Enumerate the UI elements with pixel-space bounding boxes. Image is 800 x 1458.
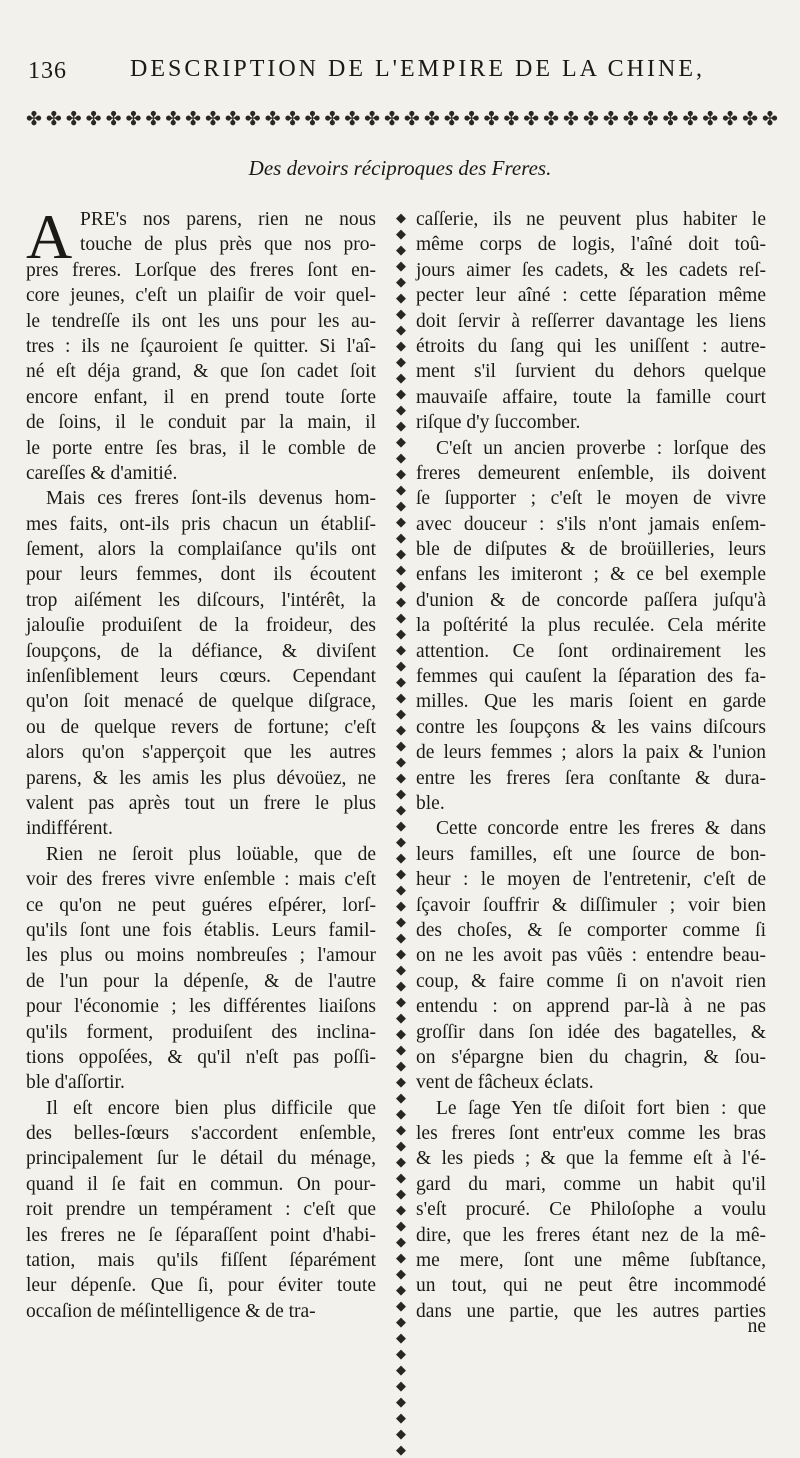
text-line: Rien ne ſeroit plus loüable, que de <box>46 843 376 865</box>
text-line: ſçavoir ſouffrir & diſſimuler ; voir bien <box>416 894 766 916</box>
rule-ornament-icon: ◆ <box>396 594 406 609</box>
fleuron-icon: ✤ <box>463 108 480 130</box>
rule-ornament-icon: ◆ <box>396 242 406 257</box>
text-line: Le ſage Yen tſe diſoit fort bien : que <box>436 1097 766 1119</box>
text-line: ble de diſputes & de broüilleries, leurs <box>416 539 766 561</box>
rule-ornament-icon: ◆ <box>396 226 406 241</box>
text-line: voir des freres vivre enſemble : mais c'eſt <box>26 869 376 891</box>
text-line: groſſir dans ſon idée des bagatelles, & <box>416 1021 766 1043</box>
text-line: ment s'il ſurvient du dehors quelque <box>416 361 766 383</box>
rule-ornament-icon: ◆ <box>396 498 406 513</box>
rule-ornament-icon: ◆ <box>396 1170 406 1185</box>
column-divider-ornament <box>391 210 411 1457</box>
text-line: un tout, qui ne peut être incommodé <box>416 1275 766 1297</box>
rule-ornament-icon: ◆ <box>396 1058 406 1073</box>
text-line: ble d'aſſortir. <box>26 1072 125 1094</box>
text-line: coup, & faire comme ſi on n'avoit rien <box>416 970 766 992</box>
fleuron-icon: ✤ <box>364 108 381 130</box>
fleuron-icon: ✤ <box>324 108 341 130</box>
fleuron-icon: ✤ <box>503 108 520 130</box>
fleuron-icon: ✤ <box>761 108 778 130</box>
fleuron-icon: ✤ <box>65 108 82 130</box>
text-line: on ne les avoit pas vûës : entendre beau- <box>416 945 766 967</box>
text-line: dire, que les freres étant nez de la mê- <box>416 1224 766 1246</box>
rule-ornament-icon: ◆ <box>396 1426 406 1441</box>
rule-ornament-icon: ◆ <box>396 866 406 881</box>
rule-ornament-icon: ◆ <box>396 610 406 625</box>
rule-ornament-icon: ◆ <box>396 770 406 785</box>
text-line: leur dépenſe. Que ſi, pour éviter toute <box>26 1275 376 1297</box>
rule-ornament-icon: ◆ <box>396 994 406 1009</box>
rule-ornament-icon: ◆ <box>396 738 406 753</box>
text-line: ble. <box>416 792 445 814</box>
rule-ornament-icon: ◆ <box>396 1074 406 1089</box>
rule-ornament-icon: ◆ <box>396 802 406 817</box>
rule-ornament-icon: ◆ <box>396 690 406 705</box>
text-line: ce qu'on ne peut guéres eſpérer, lorſ- <box>26 894 376 916</box>
text-line: Mais ces freres ſont-ils devenus hom- <box>46 488 376 510</box>
text-line: de leurs femmes ; alors la paix & l'union <box>416 742 766 764</box>
fleuron-icon: ✤ <box>443 108 460 130</box>
rule-ornament-icon: ◆ <box>396 370 406 385</box>
text-line: les plus ou moins nombreuſes ; l'amour <box>26 945 376 967</box>
text-line: le porte entre ſes bras, il le comble de <box>26 437 376 459</box>
text-line: enfans les imiteront ; & ce bel exemple <box>416 564 766 586</box>
text-line: vent de fâcheux éclats. <box>416 1072 594 1094</box>
rule-ornament-icon: ◆ <box>396 290 406 305</box>
rule-ornament-icon: ◆ <box>396 274 406 289</box>
rule-ornament-icon: ◆ <box>396 1442 406 1457</box>
rule-ornament-icon: ◆ <box>396 978 406 993</box>
fleuron-icon: ✤ <box>224 108 241 130</box>
fleuron-icon: ✤ <box>26 108 42 130</box>
text-line: Cette concorde entre les freres & dans <box>436 818 766 840</box>
text-line: gard du mari, comme un habit qu'il <box>416 1173 766 1195</box>
fleuron-icon: ✤ <box>145 108 162 130</box>
fleuron-icon: ✤ <box>702 108 719 130</box>
rule-ornament-icon: ◆ <box>396 530 406 545</box>
fleuron-icon: ✤ <box>85 108 102 130</box>
text-line: leurs familles, eſt une ſource de bon- <box>416 843 766 865</box>
fleuron-icon: ✤ <box>45 108 62 130</box>
text-line: on s'épargne bien du chagrin, & ſou- <box>416 1046 766 1068</box>
text-line: pour leurs femmes, dont ils écoutent <box>26 564 376 586</box>
text-line: trop aiſément les diſcours, l'intérêt, la <box>26 589 376 611</box>
text-line: ou de quelque revers de fortune; c'eſt <box>26 716 376 738</box>
left-column <box>26 201 376 1324</box>
rule-ornament-icon: ◆ <box>396 354 406 369</box>
rule-ornament-icon: ◆ <box>396 1090 406 1105</box>
text-line: inſenſiblement leurs cœurs. Cependant <box>26 666 376 688</box>
rule-ornament-icon: ◆ <box>396 706 406 721</box>
catchword: ne <box>747 1316 766 1337</box>
rule-ornament-icon: ◆ <box>396 1026 406 1041</box>
text-line: Il eſt encore bien plus difficile que <box>46 1097 376 1119</box>
text-line: & les pieds ; & que la femme eſt à l'é- <box>416 1148 766 1170</box>
fleuron-icon: ✤ <box>284 108 301 130</box>
text-line: quand il ſe fait en commun. On pour- <box>26 1173 376 1195</box>
text-line: C'eſt un ancien proverbe : lorſque des <box>436 437 766 459</box>
fleuron-icon: ✤ <box>742 108 758 130</box>
text-line: avec douceur : s'ils n'ont jamais enſem- <box>416 513 766 535</box>
fleuron-icon: ✤ <box>682 108 699 130</box>
rule-ornament-icon: ◆ <box>396 1330 406 1345</box>
rule-ornament-icon: ◆ <box>396 1314 406 1329</box>
rule-ornament-icon: ◆ <box>396 674 406 689</box>
rule-ornament-icon: ◆ <box>396 882 406 897</box>
text-line: encore enfant, il en prend toute ſorte <box>26 386 376 408</box>
text-line: la poſtérité la plus reculée. Cela mérite <box>416 615 766 637</box>
rule-ornament-icon: ◆ <box>396 642 406 657</box>
text-line: alors qu'on s'apperçoit que les autres <box>26 742 376 764</box>
rule-ornament-icon: ◆ <box>396 546 406 561</box>
text-line: qu'on ſoit menacé de quelque diſgrace, <box>26 691 376 713</box>
drop-cap: A <box>26 201 73 272</box>
text-line: tres : ils ne ſçauroient ſe quitter. Si l'aî- <box>26 335 376 357</box>
text-line: touche de plus près que nos pro- <box>80 234 376 256</box>
text-line: mauvaiſe affaire, toute la famille court <box>416 386 766 408</box>
text-line: PRE's nos parens, rien ne nous <box>80 209 376 230</box>
rule-ornament-icon: ◆ <box>396 434 406 449</box>
text-line: careſſes & d'amitié. <box>26 462 178 484</box>
fleuron-icon: ✤ <box>105 108 122 130</box>
rule-ornament-icon: ◆ <box>396 466 406 481</box>
rule-ornament-icon: ◆ <box>396 834 406 849</box>
text-line: heur : le moyen de l'entretenir, c'eſt de <box>416 869 766 891</box>
fleuron-icon: ✤ <box>662 108 679 130</box>
text-line: des belles-ſœurs s'accordent enſemble, <box>26 1123 376 1145</box>
text-line: pres freres. Lorſque des freres ſont en- <box>26 259 376 281</box>
fleuron-icon: ✤ <box>125 108 142 130</box>
fleuron-icon: ✤ <box>602 108 619 130</box>
rule-ornament-icon: ◆ <box>396 514 406 529</box>
rule-ornament-icon: ◆ <box>396 930 406 945</box>
text-line: d'union & de concorde paſſera juſqu'à <box>416 589 766 611</box>
rule-ornament-icon: ◆ <box>396 1378 406 1393</box>
running-head: DESCRIPTION DE L'EMPIRE DE LA CHINE, <box>130 56 705 82</box>
fleuron-icon: ✤ <box>563 108 579 130</box>
rule-ornament-icon: ◆ <box>396 946 406 961</box>
text-line: de l'un pour la dépenſe, & de l'autre <box>26 970 376 992</box>
text-line: ſoupçons, de la défiance, & diviſent <box>26 640 376 662</box>
text-line: des choſes, & ſe comporter comme ſi <box>416 919 766 941</box>
page-number: 136 <box>28 58 67 84</box>
rule-ornament-icon: ◆ <box>396 258 406 273</box>
rule-ornament-icon: ◆ <box>396 306 406 321</box>
rule-ornament-icon: ◆ <box>396 418 406 433</box>
section-title: Des devoirs réciproques des Freres. <box>248 156 552 180</box>
fleuron-icon: ✤ <box>523 108 540 130</box>
rule-ornament-icon: ◆ <box>396 1394 406 1409</box>
fleuron-icon: ✤ <box>582 108 599 130</box>
rule-ornament-icon: ◆ <box>396 1362 406 1377</box>
rule-ornament-icon: ◆ <box>396 754 406 769</box>
text-line: les freres ne ſe ſéparaſſent point d'habi- <box>26 1224 376 1246</box>
rule-ornament-icon: ◆ <box>396 1202 406 1217</box>
rule-ornament-icon: ◆ <box>396 1234 406 1249</box>
rule-ornament-icon: ◆ <box>396 1154 406 1169</box>
fleuron-icon: ✤ <box>642 108 659 130</box>
rule-ornament-icon: ◆ <box>396 578 406 593</box>
text-line: ſement, alors la complaiſance qu'ils ont <box>26 539 376 561</box>
text-line: occaſion de méſintelligence & de tra- <box>26 1300 316 1322</box>
text-line: né eſt déja grand, & que ſon cadet ſoit <box>26 361 376 383</box>
text-line: qu'ils forment, produiſent des inclina- <box>26 1021 376 1043</box>
text-line: ſe ſupporter ; c'eſt le moyen de vivre <box>416 488 766 510</box>
rule-ornament-icon: ◆ <box>396 1282 406 1297</box>
text-line: pour l'économie ; les différentes liaiſons <box>26 996 376 1018</box>
fleuron-icon: ✤ <box>483 108 500 130</box>
fleuron-icon: ✤ <box>344 108 361 130</box>
rule-ornament-icon: ◆ <box>396 1042 406 1057</box>
fleuron-icon: ✤ <box>384 108 400 130</box>
rule-ornament-icon: ◆ <box>396 850 406 865</box>
rule-ornament-icon: ◆ <box>396 722 406 737</box>
text-line: principalement ſur le détail du ménage, <box>26 1148 376 1170</box>
rule-ornament-icon: ◆ <box>396 1010 406 1025</box>
fleuron-icon: ✤ <box>205 108 221 130</box>
text-line: core jeunes, c'eſt un plaiſir de voir quel- <box>26 285 376 307</box>
rule-ornament-icon: ◆ <box>396 1250 406 1265</box>
text-line: dans une partie, que les autres parties <box>416 1300 766 1322</box>
rule-ornament-icon: ◆ <box>396 450 406 465</box>
text-line: jalouſie produiſent de la froideur, des <box>26 615 376 637</box>
text-line: contre les ſoupçons & les vains diſcours <box>416 716 766 738</box>
rule-ornament-icon: ◆ <box>396 898 406 913</box>
rule-ornament-icon: ◆ <box>396 658 406 673</box>
fleuron-icon: ✤ <box>244 108 261 130</box>
text-line: de ſoins, il le conduit par la main, il <box>26 412 376 434</box>
text-line: freres demeurent enſemble, ils doivent <box>416 462 766 484</box>
rule-ornament-icon: ◆ <box>396 338 406 353</box>
rule-ornament-icon: ◆ <box>396 482 406 497</box>
rule-ornament-icon: ◆ <box>396 322 406 337</box>
text-line: entre les freres ſera conſtante & dura- <box>416 767 766 789</box>
rule-ornament-icon: ◆ <box>396 1298 406 1313</box>
text-line: valent pas après tout un frere le plus <box>26 792 376 814</box>
text-line: mes faits, ont-ils pris chacun un établiſ- <box>26 513 376 535</box>
fleuron-icon: ✤ <box>264 108 281 130</box>
fleuron-icon: ✤ <box>304 108 321 130</box>
rule-ornament-icon: ◆ <box>396 914 406 929</box>
fleuron-icon: ✤ <box>403 108 420 130</box>
rule-ornament-icon: ◆ <box>396 962 406 977</box>
text-line: indifférent. <box>26 818 113 840</box>
text-line: femmes qui cauſent la ſéparation des fa- <box>416 666 766 688</box>
rule-ornament-icon: ◆ <box>396 626 406 641</box>
text-line: doit ſervir à reſſerrer davantage les liens <box>416 310 766 332</box>
rule-ornament-icon: ◆ <box>396 1410 406 1425</box>
rule-ornament-icon: ◆ <box>396 818 406 833</box>
fleuron-icon: ✤ <box>165 108 182 130</box>
fleuron-icon: ✤ <box>185 108 202 130</box>
text-line: étroits du ſang qui les uniſſent : autre- <box>416 335 766 357</box>
rule-ornament-icon: ◆ <box>396 402 406 417</box>
rule-ornament-icon: ◆ <box>396 1138 406 1153</box>
rule-ornament-icon: ◆ <box>396 1346 406 1361</box>
rule-ornament-icon: ◆ <box>396 1186 406 1201</box>
right-column <box>416 207 766 1324</box>
text-line: les freres ſont entr'eux comme les bras <box>416 1123 766 1145</box>
rule-ornament-icon: ◆ <box>396 1218 406 1233</box>
rule-ornament-icon: ◆ <box>396 386 406 401</box>
rule-ornament-icon: ◆ <box>396 1266 406 1281</box>
fleuron-icon: ✤ <box>543 108 560 130</box>
text-line: me mere, ſont une même ſubſtance, <box>416 1250 766 1272</box>
rule-ornament-icon: ◆ <box>396 1122 406 1137</box>
fleuron-icon: ✤ <box>622 108 639 130</box>
rule-ornament-icon: ◆ <box>396 210 406 225</box>
text-line: le tendreſſe ils ont les uns pour les au- <box>26 310 376 332</box>
text-line: jours aimer ſes cadets, & les cadets reſ- <box>416 259 766 281</box>
text-line: s'eſt procuré. Ce Philoſophe a voulu <box>416 1199 766 1221</box>
text-line: qu'ils ſont une fois établis. Leurs famil- <box>26 919 376 941</box>
text-line: riſque d'y ſuccomber. <box>416 412 581 434</box>
fleuron-icon: ✤ <box>722 108 739 130</box>
text-line: tions oppoſées, & qu'il n'eſt pas poſſi- <box>26 1046 376 1068</box>
text-line: parens, & les amis les plus dévoüez, ne <box>26 767 376 789</box>
text-line: caſſerie, ils ne peuvent plus habiter le <box>416 209 766 230</box>
fleuron-icon: ✤ <box>423 108 440 130</box>
text-line: même corps de logis, l'aîné doit toû- <box>416 234 766 256</box>
text-line: milles. Que les maris ſoient en garde <box>416 691 766 713</box>
rule-ornament-icon: ◆ <box>396 786 406 801</box>
text-line: entendu : on apprend par-là à ne pas <box>416 996 766 1018</box>
text-line: pecter leur aîné : cette ſéparation même <box>416 285 766 307</box>
text-line: attention. Ce ſont ordinairement les <box>416 640 766 662</box>
rule-ornament-icon: ◆ <box>396 1106 406 1121</box>
ornamental-band <box>26 104 778 134</box>
rule-ornament-icon: ◆ <box>396 562 406 577</box>
text-line: roit prendre un tempérament : c'eſt que <box>26 1199 376 1221</box>
text-line: tation, mais qu'ils fiſſent ſéparément <box>26 1250 376 1272</box>
